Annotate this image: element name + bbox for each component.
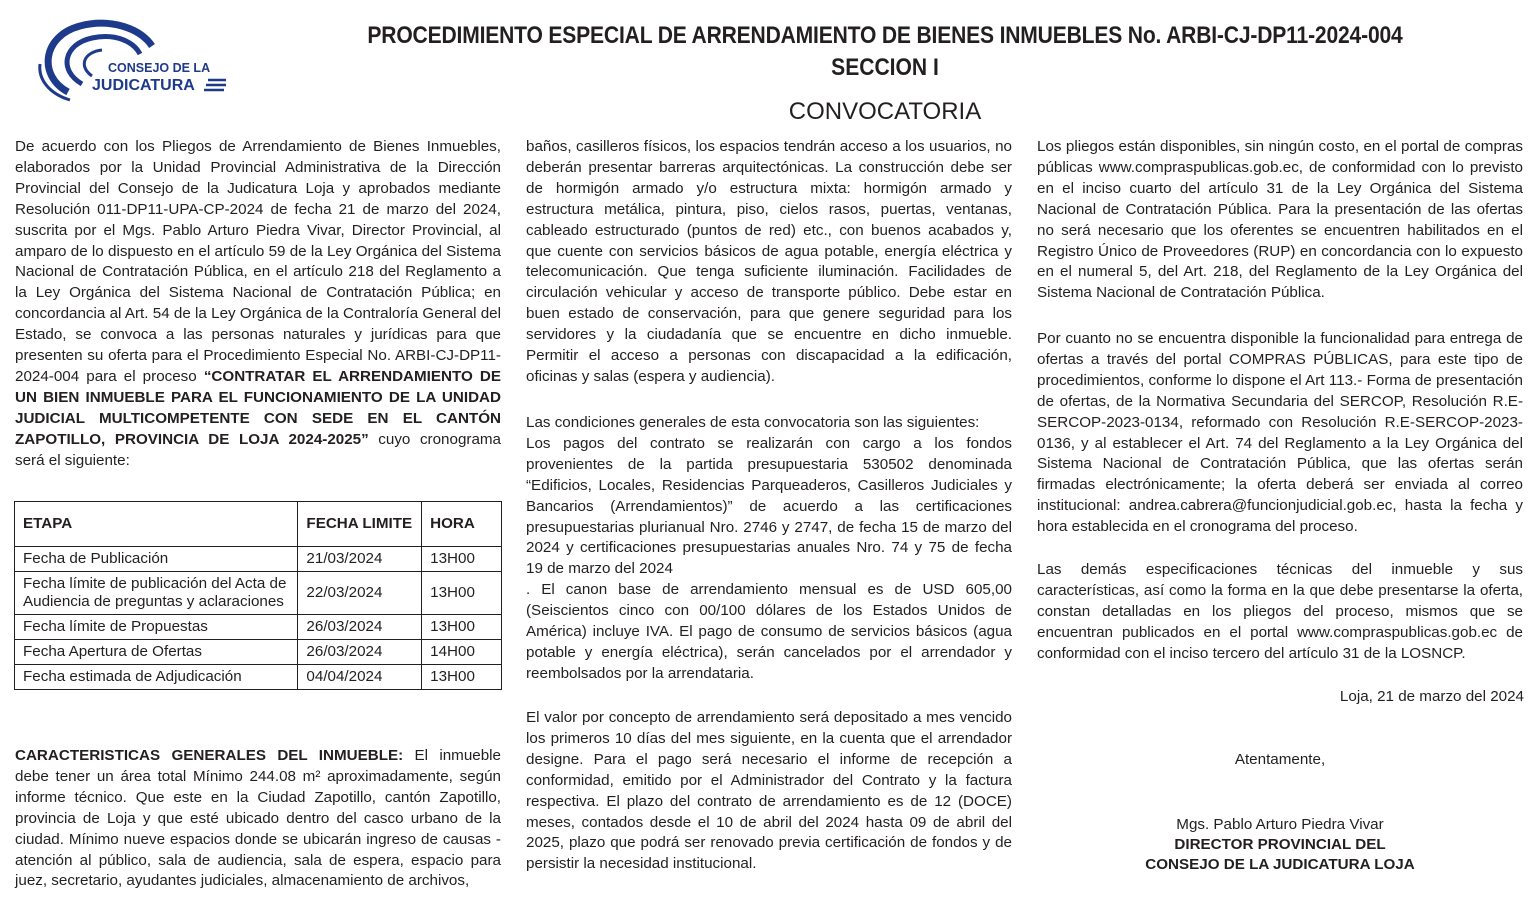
- table-row: [15, 640, 502, 665]
- signer-name: Mgs. Pablo Arturo Piedra Vivar: [1176, 816, 1384, 833]
- table-cell: Fecha Apertura de Ofertas: [15, 640, 298, 665]
- table-cell: 13H00: [422, 615, 502, 640]
- specifications-block: [1037, 560, 1523, 665]
- offer-delivery-block: [1037, 329, 1523, 538]
- payment-funds-paragraph: Los pagos del contrato se realizarán con cargo a los fondos provenientes de la partida presupuestaria 530502 denominada “Edificios, Locales, Residencias Parqueaderos, Casilleros Judiciales y Bancarios (Arrendamientos)” de acuerdo a las certificaciones presupuestarias plurianual Nro. 2746 y 2747, de fecha 15 de marzo del 2024 y certificaciones presupuestarias anuales Nro. 74 y 75 de fecha 19 de marzo del 2024: [526, 434, 1012, 578]
- table-cell: 21/03/2024: [298, 547, 422, 572]
- section-title: SECCION I: [831, 54, 939, 81]
- rent-payment-block: [526, 708, 1012, 875]
- table-header-row: [15, 502, 502, 547]
- table-row: [15, 572, 502, 615]
- pliegos-paragraph: Los pliegos están disponibles, sin ningún costo, en el portal de compras públicas www.compraspublicas.gob.ec, de conformidad con lo previsto en el inciso cuarto del artículo 31 de la Ley Orgánica del Sistema Nacional de Contratación Pública. Para la presentación de las ofertas no será necesario que los oferentes se encuentren habilitados en el Registro Único de Proveedores (RUP) en concordancia con lo expuesto en el numeral 5, del Art. 218, del Reglamento de la Ley Orgánica del Sistema Nacional de Contratación Pública.: [1037, 138, 1523, 302]
- characteristics-block: [15, 746, 501, 892]
- table-cell: 26/03/2024: [298, 615, 422, 640]
- header-hora: HORA: [422, 502, 502, 547]
- column-2: [526, 137, 1012, 388]
- signature-block: [1100, 815, 1460, 875]
- building-requirements: baños, casilleros físicos, los espacios tendrán acceso a los usuarios, no deberán presentar barreras arquitectónicas. La construcción debe ser de hormigón armado y/o estructura mixta: hormigón armado y estructura metálica, pintura, piso, cielos rasos, puertas, ventanas, cableado estructurado (puntos de red) etc., con buenos acabados y, que cuente con servicios básicos de agua potable, energía eléctrica y telecomunicación. Que tenga suficiente iluminación. Facilidades de circulación vehicular y acceso de transporte público. Debe estar en buen estado de conservación, para que genere seguridad para los servidores y la ciudadanía que se encuentre en dicho inmueble. Permitir el acceso a personas con discapacidad a la edificación, oficinas y salas (espera y audiencia).: [526, 138, 1012, 385]
- table-cell: 22/03/2024: [298, 572, 422, 615]
- column-3: [1037, 137, 1523, 304]
- signer-position-line2: CONSEJO DE LA JUDICATURA LOJA: [1145, 856, 1415, 873]
- closing-text: Atentamente,: [1234, 751, 1326, 768]
- intro-text: De acuerdo con los Pliegos de Arrendamiento de Bienes Inmuebles, elaborados por la Unidad Provincial Administrativa de la Dirección Provincial del Consejo de la Judicatura Loja y aprobados mediante Resolución 011-DP11-UPA-CP-2024 de fecha 21 de marzo del 2024, suscrita por el Mgs. Pablo Arturo Piedra Vivar, Director Provincial, al amparo de lo dispuesto en el artículo 59 de la Ley Orgánica del Sistema Nacional de Contratación Pública, en el artículo 218 del Reglamento a la Ley Orgánica del Sistema Nacional de Contratación Pública; en concordancia al Art. 54 de la Ley Orgánica de la Contraloría General del Estado, se convoca a las personas naturales y jurídicas para que presenten su oferta para el Procedimiento Especial No. ARBI-CJ-DP11-2024-004 para el proceso: [15, 138, 501, 385]
- document-title: PROCEDIMIENTO ESPECIAL DE ARRENDAMIENTO DE BIENES INMUEBLES No. ARBI-CJ-DP11-2024-004: [367, 22, 1403, 49]
- intro-paragraph: [15, 137, 501, 472]
- header-etapa: ETAPA: [15, 502, 298, 547]
- schedule-table: [14, 501, 502, 690]
- table-row: [15, 665, 502, 690]
- header-fecha-limite: FECHA LIMITE: [298, 502, 422, 547]
- logo-text-bottom: JUDICATURA: [92, 77, 195, 94]
- table-cell: 04/04/2024: [298, 665, 422, 690]
- characteristics-text: El inmueble debe tener un área total Mínimo 244.08 m² aproximadamente, según informe técnico. Que este en la Ciudad Zapotillo, cantón Zapotillo, provincia de Loja y que esté ubicado dentro del casco urbano de la ciudad. Mínimo nueve espacios donde se ubicarán ingreso de causas - atención al público, sala de audiencia, sala de espera, espacio para juez, secretario, ayudantes judiciales, almacenamiento de archivos,: [15, 747, 501, 890]
- convocatoria-heading: CONVOCATORIA: [788, 98, 982, 125]
- conditions-intro: Las condiciones generales de esta convocatoria son las siguientes:: [526, 414, 980, 431]
- characteristics-heading: CARACTERISTICAS GENERALES DEL INMUEBLE:: [15, 747, 404, 764]
- table-cell: Fecha límite de publicación del Acta de Audiencia de preguntas y aclaraciones: [15, 572, 298, 615]
- logo-emblem-icon: [30, 14, 240, 114]
- logo-text-top: CONSEJO DE LA: [108, 61, 211, 75]
- place-date: Loja, 21 de marzo del 2024: [1339, 688, 1524, 705]
- signer-position-line1: DIRECTOR PROVINCIAL DEL: [1174, 836, 1386, 853]
- table-row: [15, 615, 502, 640]
- table-cell: 13H00: [422, 665, 502, 690]
- intro-end-text: cuyo cronograma será el siguiente:: [15, 430, 501, 469]
- table-row: [15, 547, 502, 572]
- table-cell: 26/03/2024: [298, 640, 422, 665]
- rent-payment-paragraph: El valor por concepto de arrendamiento será depositado a mes vencido los primeros 10 días del mes siguiente, en la cuenta que el arrendador designe. Para el pago será necesario el informe de recepción a conformidad, emitido por el Administrador del Contrato y la factura respectiva. El plazo del contrato de arrendamiento es de 12 (DOCE) meses, contados desde el 10 de abril del 2024 hasta 09 de abril del 2025, plazo que podrá ser renovado previa certificación de fondos y de persistir la necesidad institucional.: [526, 709, 1012, 873]
- table-cell: Fecha estimada de Adjudicación: [15, 665, 298, 690]
- table-cell: 14H00: [422, 640, 502, 665]
- general-conditions-block: [526, 413, 1012, 685]
- specifications-paragraph: Las demás especificaciones técnicas del inmueble y sus características, así como la forma en la que debe presentarse la oferta, constan detalladas en los pliegos del proceso, mismos que se encuentran publicados en el portal www.compraspublicas.gob.ec de conformidad con el inciso tercero del artículo 31 de la LOSNCP.: [1037, 561, 1523, 662]
- offer-delivery-paragraph: Por cuanto no se encuentra disponible la funcionalidad para entrega de ofertas a través del portal COMPRAS PÚBLICAS, para este tipo de procedimientos, conforme lo dispone el Art 113.- Forma de presentación de ofertas, de la Normativa Secundaria del SERCOP, Resolución R.E-SERCOP-2023-0134, reformado con Resolución R.E-SERCOP-2023-0136, y al establecer el Art. 74 del Reglamento a la Ley Orgánica del Sistema Nacional de Contratación Pública, que las ofertas serán firmadas electrónicamente; la oferta deberá ser enviada al correo institucional: andrea.cabrera@funcionjudicial.gob.ec, hasta la fecha y hora establecida en el cronograma del proceso.: [1037, 330, 1523, 536]
- table-cell: Fecha límite de Propuestas: [15, 615, 298, 640]
- table-cell: 13H00: [422, 547, 502, 572]
- table-cell: Fecha de Publicación: [15, 547, 298, 572]
- canon-paragraph: . El canon base de arrendamiento mensual es de USD 605,00 (Seiscientos cinco con 00/100 dólares de los Estados Unidos de América) incluye IVA. El pago de consumo de servicios básicos (agua potable y energía eléctrica), serán cancelados por el arrendador y reembolsados por la arrendataria.: [526, 581, 1012, 682]
- column-1: [15, 137, 501, 472]
- consejo-judicatura-logo: [30, 14, 240, 114]
- characteristics-paragraph: [15, 746, 501, 892]
- process-name: “CONTRATAR EL ARRENDAMIENTO DE UN BIEN INMUEBLE PARA EL FUNCIONAMIENTO DE LA UNIDAD JUDICIAL MULTICOMPETENTE CON SEDE EN EL CANTÓN ZAPOTILLO, PROVINCIA DE LOJA 2024-2025”: [15, 367, 501, 448]
- table-cell: 13H00: [422, 572, 502, 615]
